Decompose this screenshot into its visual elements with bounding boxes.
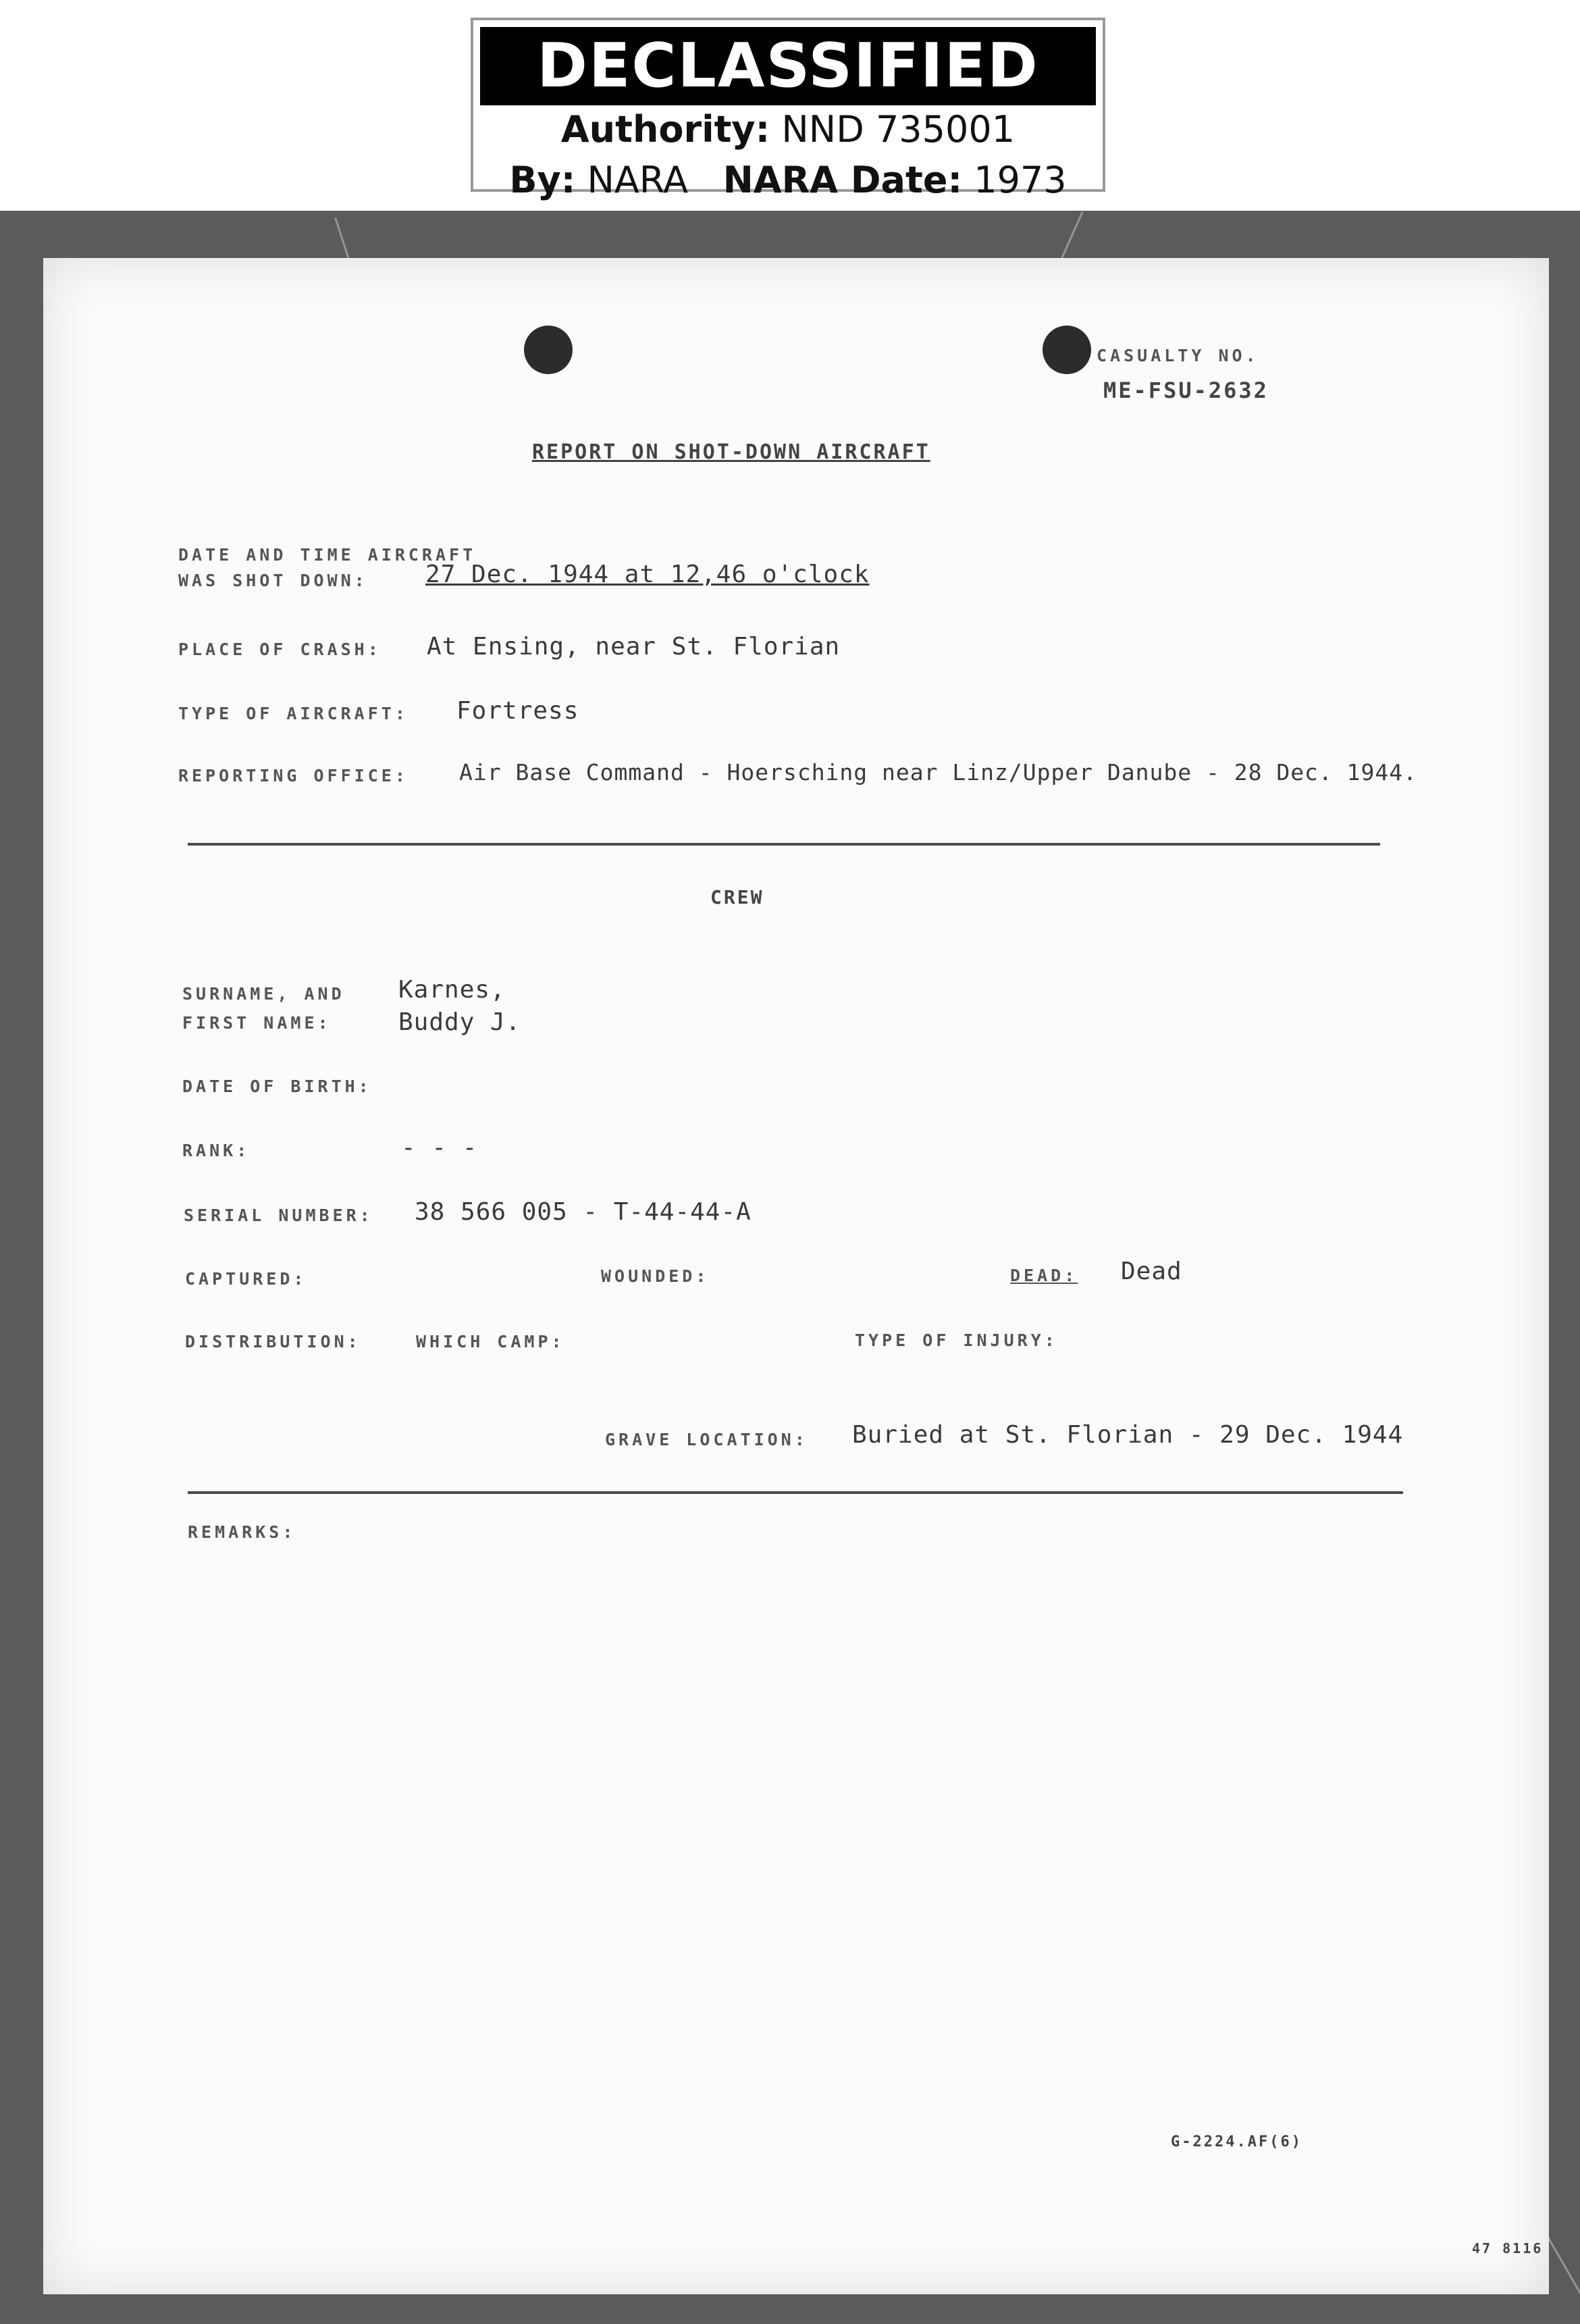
type-label: TYPE OF AIRCRAFT: xyxy=(178,704,409,723)
firstname-value: Buddy J. xyxy=(398,1008,521,1036)
date-label-line2: WAS SHOT DOWN: xyxy=(178,571,368,590)
serial-value: 38 566 005 - T-44-44-A xyxy=(415,1198,752,1226)
form-number: G-2224.AF(6) xyxy=(1171,2134,1302,2150)
office-label: REPORTING OFFICE: xyxy=(178,766,409,785)
serial-label: SERIAL NUMBER: xyxy=(184,1206,373,1225)
office-value: Air Base Command - Hoersching near Linz/Upper Danube - 28 Dec. 1944. xyxy=(459,759,1418,785)
place-value: At Ensing, near St. Florian xyxy=(427,633,841,661)
surname-value: Karnes, xyxy=(398,976,506,1004)
rank-label: RANK: xyxy=(182,1141,251,1160)
corner-mark: 47 8116 xyxy=(1472,2240,1544,2256)
stamp-authority-label: Authority: xyxy=(560,108,770,151)
stamp-by-line xyxy=(473,159,1103,201)
section-divider xyxy=(188,1491,1403,1494)
stamp-authority-line xyxy=(473,108,1103,151)
captured-label: CAPTURED: xyxy=(185,1269,307,1289)
distribution-label: DISTRIBUTION: xyxy=(185,1332,361,1351)
dob-label: DATE OF BIRTH: xyxy=(182,1077,372,1096)
surname-label-line2: FIRST NAME: xyxy=(182,1013,332,1033)
surname-label-line1: SURNAME, AND xyxy=(182,984,345,1004)
stamp-by-label: By: xyxy=(509,159,576,201)
wounded-label: WOUNDED: xyxy=(601,1266,710,1286)
type-value: Fortress xyxy=(456,697,579,725)
rank-value: - - - xyxy=(401,1134,478,1162)
section-divider xyxy=(188,843,1380,846)
punch-hole xyxy=(1043,326,1091,374)
dead-value: Dead xyxy=(1121,1258,1182,1285)
casualty-number: ME-FSU-2632 xyxy=(1103,378,1269,403)
remarks-label: REMARKS: xyxy=(188,1522,296,1542)
grave-value: Buried at St. Florian - 29 Dec. 1944 xyxy=(852,1421,1404,1449)
stamp-title: DECLASSIFIED xyxy=(480,27,1096,105)
document-page xyxy=(43,258,1549,2294)
punch-hole xyxy=(524,326,573,374)
casualty-label: CASUALTY NO. xyxy=(1097,346,1259,365)
stamp-authority-value: NND 735001 xyxy=(781,108,1016,151)
stamp-date-value: 1973 xyxy=(974,159,1067,201)
declassified-stamp xyxy=(471,18,1105,201)
scanned-document-frame xyxy=(0,211,1580,2324)
date-label-line1: DATE AND TIME AIRCRAFT xyxy=(178,545,477,565)
grave-label: GRAVE LOCATION: xyxy=(605,1430,808,1449)
report-title: REPORT ON SHOT-DOWN AIRCRAFT xyxy=(532,440,930,464)
camp-label: WHICH CAMP: xyxy=(416,1332,565,1351)
injury-label: TYPE OF INJURY: xyxy=(855,1331,1058,1350)
crew-heading: CREW xyxy=(710,886,764,908)
place-label: PLACE OF CRASH: xyxy=(178,640,381,659)
stamp-date-label: NARA Date: xyxy=(722,159,963,201)
dead-label: DEAD: xyxy=(1010,1266,1078,1285)
stamp-by-value: NARA xyxy=(587,159,689,201)
date-value: 27 Dec. 1944 at 12,46 o'clock xyxy=(425,561,870,588)
